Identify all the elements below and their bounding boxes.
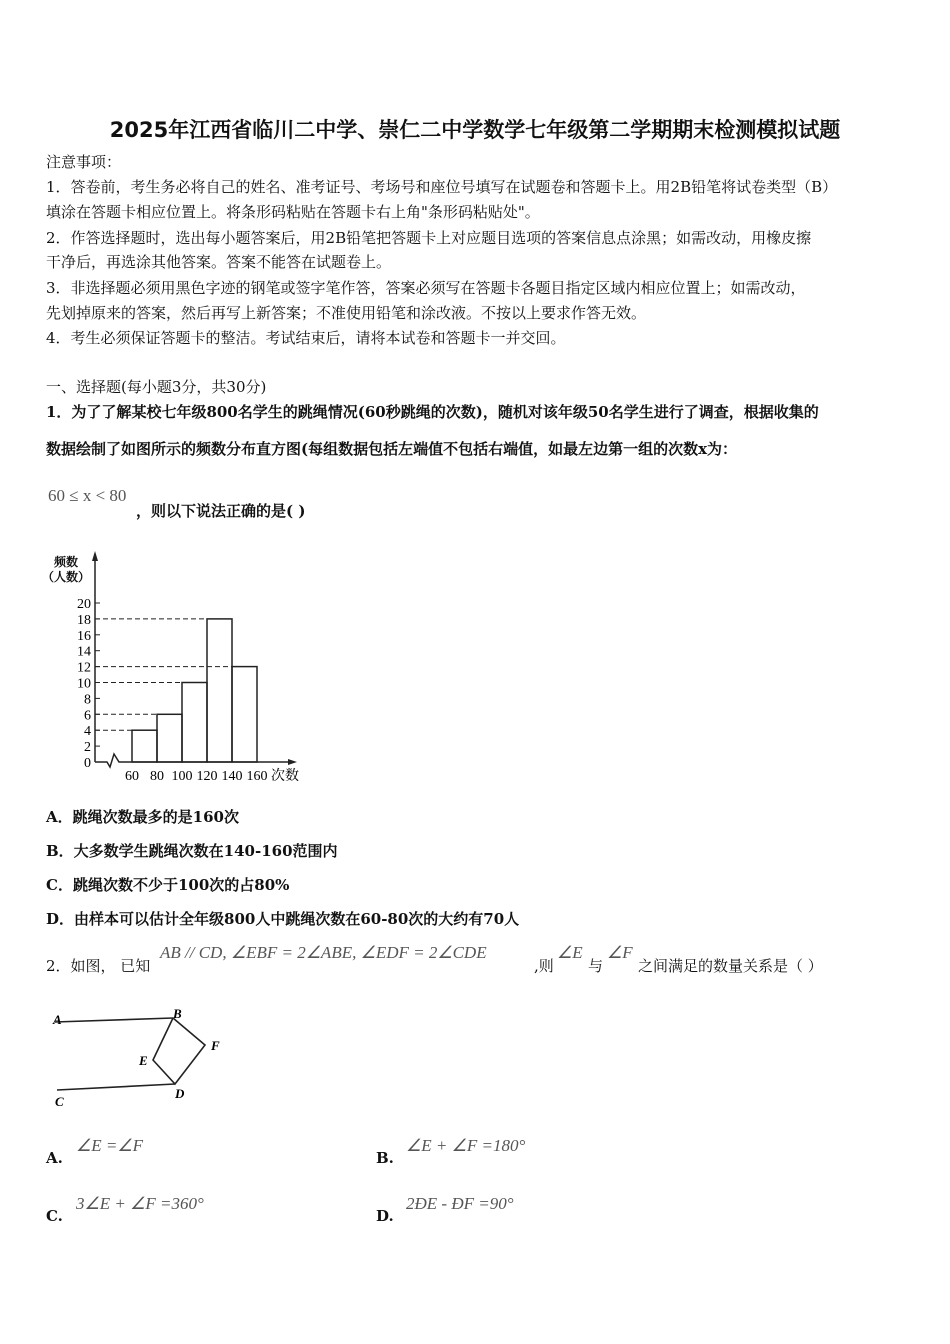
q2-mid: ,则	[534, 957, 554, 975]
q2-angle-e: ∠E	[557, 943, 583, 962]
histogram-bar	[157, 714, 182, 762]
x-axis-arrow	[288, 759, 297, 765]
notice-heading: 注意事项：	[46, 153, 122, 171]
x-tick-label: 140	[221, 769, 243, 784]
q2-option-a-letter: A.	[46, 1149, 63, 1167]
q2-angle-f: ∠F	[607, 943, 633, 962]
notice-line: 填涂在答题卡相应位置上。将条形码粘贴在答题卡右上角"条形码粘贴处"。	[46, 203, 540, 221]
q1-option-a: A．跳绳次数最多的是160次	[46, 808, 239, 826]
section-heading: 一、选择题(每小题3分，共30分)	[46, 378, 267, 396]
q1-text: 1．为了了解某校七年级800名学生的跳绳情况(60秒跳绳的次数)，随机对该年级50名学生进行了调查，根据收集的	[46, 403, 819, 421]
q1-option-b: B．大多数学生跳绳次数在140-160范围内	[46, 842, 338, 860]
q2-option-a-expr: ∠E =∠F	[76, 1136, 143, 1155]
histogram-bar	[207, 619, 232, 762]
notice-line: 2．作答选择题时，选出每小题答案后，用2B铅笔把答题卡上对应题目选项的答案信息点涂黑；如需改动，用橡皮擦	[46, 229, 812, 247]
y-tick-label: 12	[77, 660, 91, 676]
point-label: A	[53, 1012, 62, 1027]
q1-option-d: D．由样本可以估计全年级800人中跳绳次数在60-80次的大约有70人	[46, 910, 520, 928]
q2-mid: 与	[588, 957, 604, 975]
y-tick-label: 14	[77, 644, 91, 660]
q2-option-d-expr: 2ÐE - ÐF =90°	[406, 1194, 514, 1213]
page-title: 2025年江西省临川二中学、崇仁二中学数学七年级第二学期期末检测模拟试题	[109, 118, 841, 142]
y-axis-label: 频数（人数）	[41, 555, 90, 584]
q2-option-b-letter: B.	[376, 1149, 394, 1167]
y-tick-label: 10	[77, 676, 91, 692]
q1-option-c: C．跳绳次数不少于100次的占80%	[46, 876, 290, 894]
y-tick-label: 4	[84, 724, 91, 740]
point-label: D	[175, 1086, 185, 1101]
x-axis-label: 次数	[271, 769, 299, 784]
q2-option-c-letter: C.	[46, 1207, 63, 1225]
y-tick-label: 20	[77, 597, 91, 612]
histogram-bar	[232, 667, 257, 762]
q2-option-c-expr: 3∠E + ∠F =360°	[76, 1194, 204, 1213]
q1-math: 60 ≤ x < 80	[48, 486, 127, 505]
histogram-bar	[182, 683, 207, 763]
x-tick-label: 60	[125, 769, 139, 784]
y-tick-label: 16	[77, 628, 91, 644]
x-axis	[95, 754, 290, 767]
y-tick-label: 18	[77, 612, 91, 628]
geometry-figure	[45, 1000, 235, 1112]
point-label: B	[173, 1006, 182, 1021]
y-tick-label: 0	[84, 756, 91, 771]
x-tick-label: 80	[150, 769, 164, 784]
y-tick-label: 2	[84, 740, 91, 756]
y-tick-label: 6	[84, 708, 91, 724]
notice-line: 1．答卷前，考生务必将自己的姓名、准考证号、考场号和座位号填写在试题卷和答题卡上。用2B铅笔将试卷类型（B）	[46, 178, 838, 196]
q2-prefix: 2．如图， 已知	[46, 957, 151, 975]
q1-tail: ，则以下说法正确的是( )	[136, 502, 306, 520]
notice-line: 3．非选择题必须用黑色字迹的钢笔或签字笔作答，答案必须写在答题卡各题目指定区域内相应位置上；如需改动，	[46, 279, 806, 297]
point-label: F	[211, 1038, 220, 1053]
x-tick-label: 160	[246, 769, 268, 784]
x-tick-label: 100	[171, 769, 193, 784]
y-axis-arrow	[92, 551, 98, 561]
q2-given: AB // CD, ∠EBF = 2∠ABE, ∠EDF = 2∠CDE	[160, 943, 487, 962]
notice-line: 4．考生必须保证答题卡的整洁。考试结束后，请将本试卷和答题卡一并交回。	[46, 329, 566, 347]
notice-line: 干净后，再选涂其他答案。答案不能答在试题卷上。	[46, 253, 392, 271]
q2-option-b-expr: ∠E + ∠F =180°	[406, 1136, 526, 1155]
point-label: C	[55, 1094, 64, 1109]
notice-line: 先划掉原来的答案，然后再写上新答案；不准使用铅笔和涂改液。不按以上要求作答无效。	[46, 304, 647, 322]
point-label: E	[139, 1053, 148, 1068]
q2-option-d-letter: D.	[376, 1207, 394, 1225]
y-tick-label: 8	[84, 692, 91, 708]
q2-suffix: 之间满足的数量关系是（ ）	[638, 957, 823, 975]
histogram-bar	[132, 730, 157, 762]
q1-text: 数据绘制了如图所示的频数分布直方图(每组数据包括左端值不包括右端值，如最左边第一组的次数x为：	[46, 440, 738, 458]
x-tick-label: 120	[196, 769, 218, 784]
